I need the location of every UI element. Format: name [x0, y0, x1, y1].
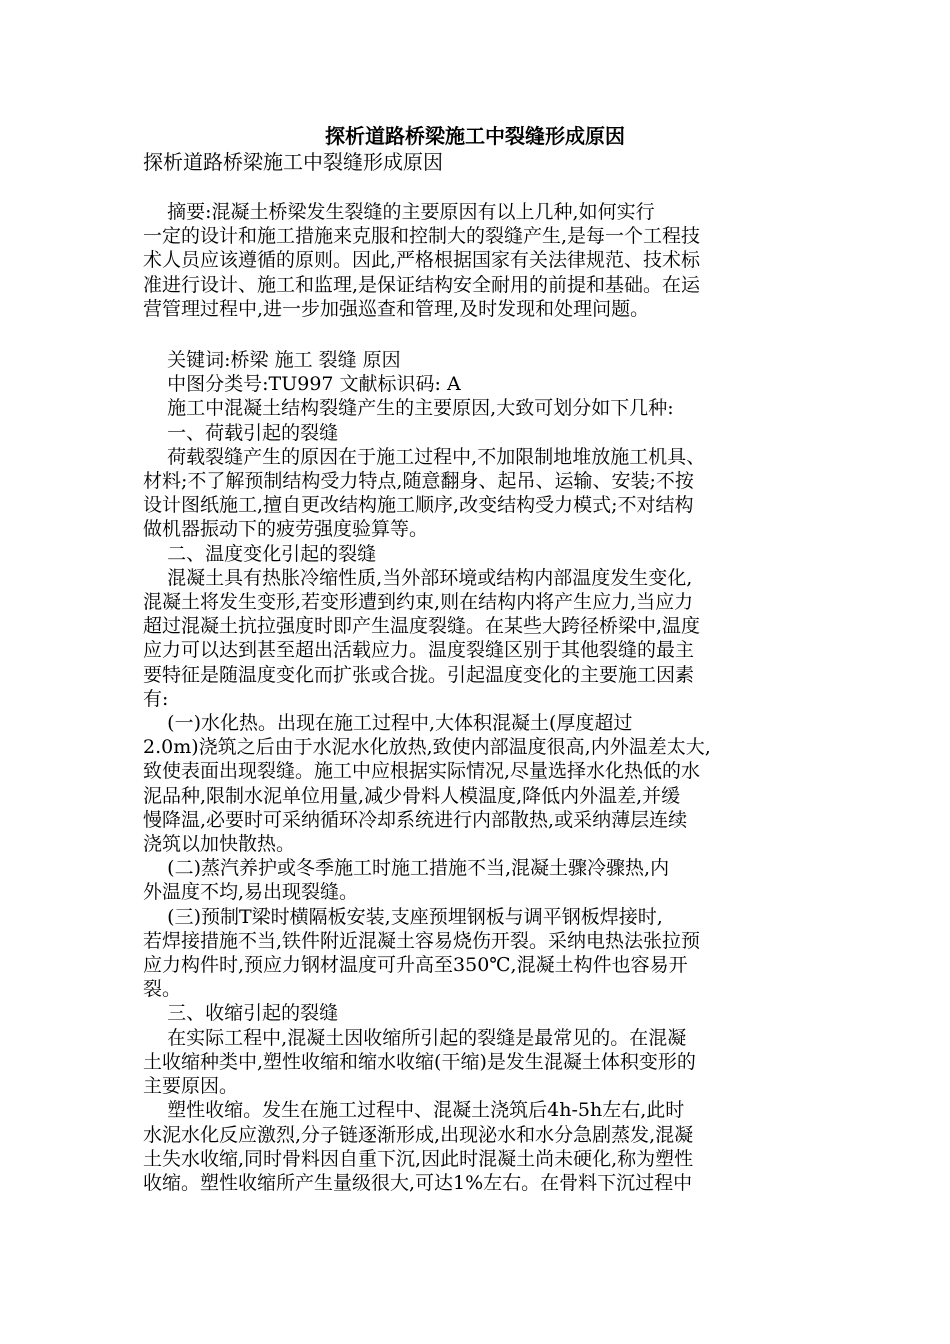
text-line: 一、荷载引起的裂缝 — [143, 421, 339, 444]
text-line: (三)预制T梁时横隔板安装,支座预埋钢板与调平钢板焊接时, — [143, 905, 663, 928]
text-line: 设计图纸施工,擅自更改结构施工顺序,改变结构受力模式;不对结构 — [143, 494, 694, 517]
text-line: 外温度不均,易出现裂缝。 — [143, 881, 359, 904]
text-line: 材料;不了解预制结构受力特点,随意翻身、起吊、运输、安装;不按 — [143, 470, 694, 493]
text-line: 在实际工程中,混凝土因收缩所引起的裂缝是最常见的。在混凝 — [143, 1026, 687, 1049]
text-line: 水泥水化反应激烈,分子链逐渐形成,出现泌水和水分急剧蒸发,混凝 — [143, 1123, 694, 1146]
text-line: 泥品种,限制水泥单位用量,减少骨料人模温度,降低内外温差,并缓 — [143, 784, 681, 807]
text-line: 一定的设计和施工措施来克服和控制大的裂缝产生,是每一个工程技 — [143, 225, 701, 248]
text-line: 若焊接措施不当,铁件附近混凝土容易烧伤开裂。采纳电热法张拉预 — [143, 929, 701, 952]
text-line: 塑性收缩。发生在施工过程中、混凝土浇筑后4h-5h左右,此时 — [143, 1099, 685, 1122]
text-line: 浇筑以加快散热。 — [143, 833, 296, 856]
body-block — [143, 348, 823, 1195]
text-line: 二、温度变化引起的裂缝 — [143, 542, 377, 565]
text-line: 要特征是随温度变化而扩张或合拢。引起温度变化的主要施工因素 — [143, 663, 695, 686]
text-line: 应力构件时,预应力钢材温度可升高至350℃,混凝土构件也容易开 — [143, 954, 688, 977]
text-line: 施工中混凝土结构裂缝产生的主要原因,大致可划分如下几种: — [143, 397, 674, 420]
text-line: 超过混凝土抗拉强度时即产生温度裂缝。在某些大跨径桥梁中,温度 — [143, 615, 701, 638]
text-line: (一)水化热。出现在施工过程中,大体积混凝土(厚度超过 — [143, 712, 633, 735]
text-line: 荷载裂缝产生的原因在于施工过程中,不加限制地堆放施工机具、 — [143, 445, 706, 468]
text-line: 营管理过程中,进一步加强巡查和管理,及时发现和处理问题。 — [143, 297, 650, 320]
text-line: 术人员应该遵循的原则。因此,严格根据国家有关法律规范、技术标 — [143, 249, 701, 272]
text-line: 混凝土将发生变形,若变形遭到约束,则在结构内将产生应力,当应力 — [143, 591, 694, 614]
text-line: 应力可以达到甚至超出活载应力。温度裂缝区别于其他裂缝的最主 — [143, 639, 695, 662]
text-line: 主要原因。 — [143, 1075, 239, 1098]
document-subtitle: 探析道路桥梁施工中裂缝形成原因 — [143, 150, 443, 174]
document-title: 探析道路桥梁施工中裂缝形成原因 — [325, 124, 625, 148]
text-line: 致使表面出现裂缝。施工中应根据实际情况,尽量选择水化热低的水 — [143, 760, 701, 783]
text-line: 收缩。塑性收缩所产生量级很大,可达1%左右。在骨料下沉过程中 — [143, 1171, 693, 1194]
text-line: 混凝土具有热胀冷缩性质,当外部环境或结构内部温度发生变化, — [143, 566, 693, 589]
text-line: 中图分类号:TU997 文献标识码: A — [143, 373, 461, 396]
text-line: 2.0m)浇筑之后由于水泥水化放热,致使内部温度很高,内外温差太大, — [143, 736, 711, 759]
text-line: 土失水收缩,同时骨料因自重下沉,因此时混凝土尚未硬化,称为塑性 — [143, 1147, 694, 1170]
abstract-block — [143, 200, 823, 321]
text-line: 关键词:桥梁 施工 裂缝 原因 — [143, 349, 401, 371]
text-line: 土收缩种类中,塑性收缩和缩水收缩(干缩)是发生混凝土体积变形的 — [143, 1050, 696, 1073]
text-line: 做机器振动下的疲劳强度验算等。 — [143, 518, 429, 541]
text-line: 慢降温,必要时可采纳循环冷却系统进行内部散热,或采纳薄层连续 — [143, 808, 688, 831]
text-line: 准进行设计、施工和监理,是保证结构安全耐用的前提和基础。在运 — [143, 273, 701, 296]
text-line: 有: — [143, 687, 169, 710]
text-line: (二)蒸汽养护或冬季施工时施工措施不当,混凝土骤冷骤热,内 — [143, 857, 670, 880]
text-line: 摘要:混凝土桥梁发生裂缝的主要原因有以上几种,如何实行 — [143, 201, 655, 223]
text-line: 裂。 — [143, 978, 182, 1001]
text-line: 三、收缩引起的裂缝 — [143, 1002, 339, 1025]
